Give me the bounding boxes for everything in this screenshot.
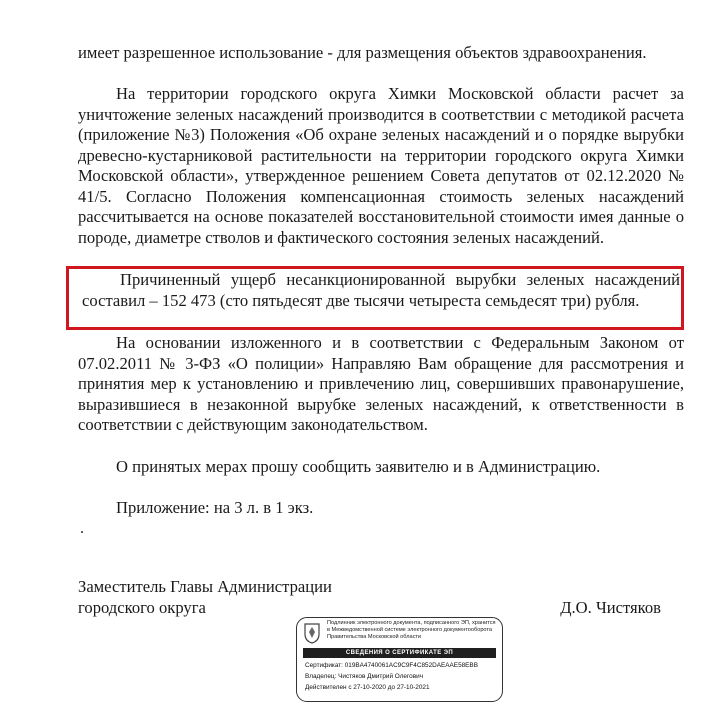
stamp-validity: Действителен с 27-10-2020 до 27-10-2021 [305, 684, 430, 691]
signatory-name: Д.О. Чистяков [560, 598, 661, 617]
paragraph-calculation-method: На территории городского округа Химки Московской области расчет за уничтожение зеленых насаждений производится в соответствии с методикой расчета (приложение №3) Положения «Об охране зеленых насаждений и о порядке вырубки древесно-кустарниковой растительности на территории городского округа Химки Московской области», утвержденное решением Совета депутатов от 02.12.2020 № 41/5. Согласно Положения компенсационная стоимость зеленых насаждений рассчитывается на основе показателей восстановительной стоимости имея данные о породе, диаметре стволов и фактического состояния зеленых насаждений. [78, 84, 684, 247]
stray-dot: . [80, 520, 84, 537]
paragraph-request: На основании изложенного и в соответствии с Федеральным Законом от 07.02.2011 № 3-ФЗ «О полиции» Направляю Вам обращение для рассмотрения и принятия мер к установлению и привлечению лиц, совершивших правонарушение, выразившиеся в незаконной вырубке зеленых насаждений, к ответственности в соответствии с действующим законодательством. [78, 333, 684, 434]
paragraph-damage-amount: Причиненный ущерб несанкционированной вырубки зеленых насаждений составил – 152 473 (сто пятьдесят две тысячи четыреста семьдесят три) рубля. [82, 270, 680, 310]
electronic-signature-stamp [296, 617, 503, 702]
signatory-title-line2: городского округа [78, 598, 206, 617]
stamp-header: СВЕДЕНИЯ О СЕРТИФИКАТЕ ЭП [303, 648, 496, 658]
attachment-note: Приложение: на 3 л. в 1 экз. [116, 498, 314, 517]
stamp-certificate: Сертификат: 019BA4740061AC9C9F4C852DAEAAE58EBB [305, 662, 478, 669]
coat-of-arms-icon [303, 622, 321, 644]
paragraph-permitted-use: имеет разрешенное использование - для размещения объектов здравоохранения. [78, 43, 647, 62]
stamp-note: Подлинник электронного документа, подписанного ЭП, хранится в Межведомственной системе электронного документооборота Правительства Московской области [327, 620, 496, 640]
paragraph-report-measures: О принятых мерах прошу сообщить заявителю и в Администрацию. [116, 457, 601, 476]
stamp-owner: Владелец: Чистяков Дмитрий Олегович [305, 673, 424, 680]
signatory-title-line1: Заместитель Главы Администрации [78, 577, 332, 596]
